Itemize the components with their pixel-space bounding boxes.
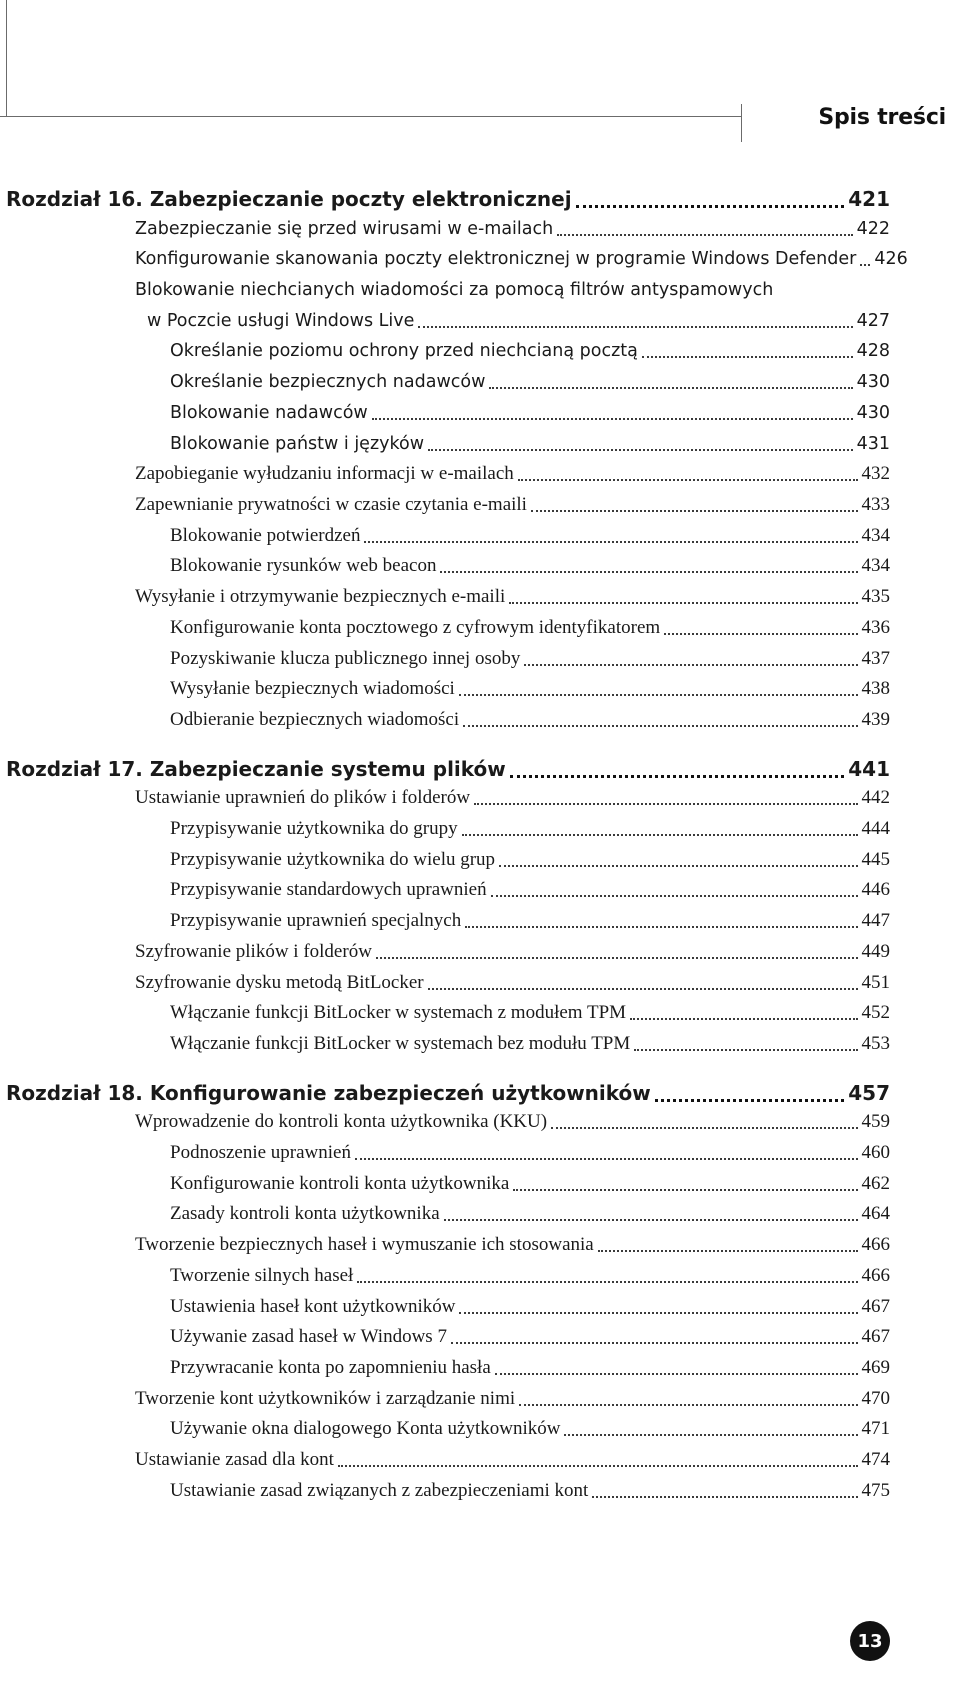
dot-leader <box>357 1281 857 1283</box>
dot-leader <box>499 865 857 867</box>
toc-entry-page: 471 <box>861 1418 890 1439</box>
dot-leader <box>513 1189 857 1191</box>
toc-entry-page: 431 <box>856 434 890 454</box>
toc-entry-page: 422 <box>856 219 890 239</box>
toc-entry <box>170 1001 890 1025</box>
dot-leader <box>495 1373 858 1375</box>
toc-entry-page: 437 <box>861 648 890 669</box>
dot-leader <box>655 1099 844 1102</box>
toc-entry-title: Przywracanie konta po zapomnieniu hasła <box>170 1357 491 1378</box>
toc-entry-title: Blokowanie rysunków web beacon <box>170 555 437 576</box>
toc-entry-title: Określanie bezpiecznych nadawców <box>170 372 486 392</box>
toc-entry-page: 421 <box>848 187 890 211</box>
toc-entry <box>170 909 890 933</box>
toc-entry-page: 460 <box>861 1142 890 1163</box>
toc-entry-page: 436 <box>861 617 890 638</box>
toc-entry-page: 445 <box>861 849 890 870</box>
dot-leader <box>531 510 858 512</box>
toc-entry <box>170 1202 890 1226</box>
dot-leader <box>576 205 845 208</box>
toc-entry-page: 435 <box>861 586 890 607</box>
dot-leader <box>444 1219 858 1221</box>
toc-entry-title: Włączanie funkcji BitLocker w systemach bez modułu TPM <box>170 1033 631 1054</box>
toc-entry <box>135 786 890 810</box>
dot-leader <box>372 418 853 420</box>
dot-leader <box>418 326 852 328</box>
toc-entry-title: Określanie poziomu ochrony przed niechcianą pocztą <box>170 341 638 361</box>
toc-entry-title: Wprowadzenie do kontroli konta użytkownika (KKU) <box>135 1111 548 1132</box>
toc-entry-page: 434 <box>861 555 890 576</box>
toc-entry <box>135 247 908 271</box>
toc-entry-title: Przypisywanie użytkownika do wielu grup <box>170 849 496 870</box>
toc-entry-page: 432 <box>861 463 890 484</box>
dot-leader <box>551 1127 857 1129</box>
toc-entry-title: Przypisywanie standardowych uprawnień <box>170 879 487 900</box>
running-title: Spis treści <box>818 105 946 130</box>
dot-leader <box>474 803 857 805</box>
toc-entry-page: 430 <box>856 372 890 392</box>
toc-entry-page: 442 <box>861 787 890 808</box>
toc-entry-title: Szyfrowanie plików i folderów <box>135 941 372 962</box>
toc-entry <box>170 1032 890 1056</box>
dot-leader <box>518 479 858 481</box>
toc-entry <box>135 971 890 995</box>
toc-entry <box>170 817 890 841</box>
dot-leader <box>428 988 858 990</box>
toc-entry-title: Ustawianie uprawnień do plików i folderów <box>135 787 471 808</box>
dot-leader <box>634 1049 857 1051</box>
toc-entry-title: Konfigurowanie kontroli konta użytkownika <box>170 1173 510 1194</box>
toc-chapter-entry <box>6 186 890 212</box>
toc-entry <box>170 616 890 640</box>
toc-entry-title: Wysyłanie i otrzymywanie bezpiecznych e-maili <box>135 586 506 607</box>
toc-entry <box>170 848 890 872</box>
dot-leader <box>463 725 857 727</box>
toc-entry <box>135 217 890 241</box>
toc-entry-title: Odbieranie bezpiecznych wiadomości <box>170 709 460 730</box>
toc-entry-page: 466 <box>861 1234 890 1255</box>
toc-entry-title: Pozyskiwanie klucza publicznego innej osoby <box>170 648 521 669</box>
toc-entry <box>135 1110 890 1134</box>
toc-entry <box>170 647 890 671</box>
toc-entry <box>170 339 890 363</box>
toc-entry-title: Blokowanie państw i języków <box>170 434 425 454</box>
toc-entry <box>170 878 890 902</box>
toc-entry-page: 451 <box>861 972 890 993</box>
toc-entry-title: Podnoszenie uprawnień <box>170 1142 351 1163</box>
toc-entry-title: Tworzenie bezpiecznych haseł i wymuszanie ich stosowania <box>135 1234 594 1255</box>
toc-entry-page: 441 <box>848 757 890 781</box>
toc-entry <box>135 1233 890 1257</box>
toc-chapter-entry <box>6 756 890 782</box>
toc-entry-title: Blokowanie nadawców <box>170 403 368 423</box>
toc-entry <box>170 1295 890 1319</box>
toc-entry <box>135 585 890 609</box>
toc-entry-page: 430 <box>856 403 890 423</box>
toc-entry-title: Wysyłanie bezpiecznych wiadomości <box>170 678 455 699</box>
toc-entry <box>170 401 890 425</box>
dot-leader <box>860 264 870 266</box>
toc-entry-title: Blokowanie potwierdzeń <box>170 525 361 546</box>
page-number: 13 <box>857 1630 883 1652</box>
toc-entry-title: Używanie zasad haseł w Windows 7 <box>170 1326 447 1347</box>
toc-entry <box>135 1448 890 1472</box>
dot-leader <box>557 234 852 236</box>
toc-entry-title: Blokowanie niechcianych wiadomości za pomocą filtrów antyspamowych <box>135 280 774 300</box>
toc-entry-page: 433 <box>861 494 890 515</box>
toc-entry-title: w Poczcie usługi Windows Live <box>147 311 415 331</box>
toc-entry-page: 453 <box>861 1033 890 1054</box>
toc-entry-page: 464 <box>861 1203 890 1224</box>
toc-entry-title: Ustawianie zasad dla kont <box>135 1449 334 1470</box>
dot-leader <box>491 895 858 897</box>
toc-entry-title: Zapewnianie prywatności w czasie czytania e-maili <box>135 494 527 515</box>
toc-entry-title: Szyfrowanie dysku metodą BitLocker <box>135 972 424 993</box>
toc-entry-title: Tworzenie kont użytkowników i zarządzanie nimi <box>135 1388 516 1409</box>
toc-entry-page: 427 <box>856 311 890 331</box>
toc-entry-title: Ustawianie zasad związanych z zabezpieczeniami kont <box>170 1480 589 1501</box>
toc-entry-title: Włączanie funkcji BitLocker w systemach z modułem TPM <box>170 1002 627 1023</box>
toc-entry-page: 466 <box>861 1265 890 1286</box>
toc-entry-page: 467 <box>861 1326 890 1347</box>
toc-entry <box>170 1264 890 1288</box>
dot-leader <box>564 1434 857 1436</box>
toc-entry-page: 470 <box>861 1388 890 1409</box>
toc-entry-page: 428 <box>856 341 890 361</box>
toc-entry-page: 426 <box>874 249 908 269</box>
toc-entry-page: 475 <box>861 1480 890 1501</box>
dot-leader <box>592 1496 857 1498</box>
dot-leader <box>364 541 857 543</box>
toc-entry <box>170 432 890 456</box>
dot-leader <box>459 1312 857 1314</box>
dot-leader <box>440 571 857 573</box>
toc-entry-title: Przypisywanie użytkownika do grupy <box>170 818 458 839</box>
toc-entry-page: 462 <box>861 1173 890 1194</box>
toc-entry <box>170 524 890 548</box>
toc-entry <box>147 309 890 333</box>
dot-leader <box>489 387 852 389</box>
toc-entry <box>135 462 890 486</box>
toc-entry <box>135 1387 890 1411</box>
toc-entry-page: 439 <box>861 709 890 730</box>
toc-entry-page: 449 <box>861 941 890 962</box>
toc-entry <box>135 940 890 964</box>
toc-entry-page: 474 <box>861 1449 890 1470</box>
dot-leader <box>428 449 853 451</box>
toc-entry-title: Rozdział 17. Zabezpieczanie systemu plików <box>6 757 506 781</box>
toc-entry <box>170 708 890 732</box>
toc-entry <box>170 1479 890 1503</box>
toc-entry-title: Rozdział 18. Konfigurowanie zabezpieczeń użytkowników <box>6 1081 651 1105</box>
toc-entry <box>135 493 890 517</box>
toc-entry <box>170 677 890 701</box>
toc-entry-page: 447 <box>861 910 890 931</box>
toc-entry-page: 434 <box>861 525 890 546</box>
toc-entry-page: 452 <box>861 1002 890 1023</box>
dot-leader <box>376 957 858 959</box>
toc-entry-title: Zasady kontroli konta użytkownika <box>170 1203 440 1224</box>
dot-leader <box>598 1250 858 1252</box>
dot-leader <box>509 602 857 604</box>
dot-leader <box>519 1404 857 1406</box>
toc-entry <box>170 1417 890 1441</box>
toc-entry-title: Tworzenie silnych haseł <box>170 1265 354 1286</box>
toc-entry <box>170 1325 890 1349</box>
dot-leader <box>642 356 853 358</box>
dot-leader <box>630 1018 857 1020</box>
toc-entry-page: 438 <box>861 678 890 699</box>
toc-entry-page: 457 <box>848 1081 890 1105</box>
dot-leader <box>462 834 858 836</box>
dot-leader <box>465 926 857 928</box>
toc-entry-title: Zabezpieczanie się przed wirusami w e-mailach <box>135 219 554 239</box>
page-number-badge <box>850 1621 890 1661</box>
toc-entry <box>170 1141 890 1165</box>
dot-leader <box>451 1342 858 1344</box>
dot-leader <box>355 1158 858 1160</box>
toc-entry-title: Konfigurowanie skanowania poczty elektronicznej w programie Windows Defender <box>135 249 857 269</box>
toc-entry <box>170 554 890 578</box>
dot-leader <box>664 633 857 635</box>
toc-entry-page: 467 <box>861 1296 890 1317</box>
dot-leader <box>524 664 857 666</box>
toc-chapter-entry <box>6 1080 890 1106</box>
toc-entry-page: 444 <box>861 818 890 839</box>
toc-entry-title: Przypisywanie uprawnień specjalnych <box>170 910 462 931</box>
toc-entry-page: 469 <box>861 1357 890 1378</box>
dot-leader <box>510 775 844 778</box>
toc-entry <box>170 1356 890 1380</box>
toc-entry-title: Rozdział 16. Zabezpieczanie poczty elektronicznej <box>6 187 572 211</box>
toc-entry-title: Używanie okna dialogowego Konta użytkowników <box>170 1418 561 1439</box>
toc-entry-title: Ustawienia haseł kont użytkowników <box>170 1296 456 1317</box>
toc-entry <box>170 370 890 394</box>
dot-leader <box>338 1465 858 1467</box>
toc-entry <box>135 278 773 302</box>
dot-leader <box>459 694 858 696</box>
toc-entry-page: 446 <box>861 879 890 900</box>
toc-entry-page: 459 <box>861 1111 890 1132</box>
toc-entry-title: Zapobieganie wyłudzaniu informacji w e-mailach <box>135 463 514 484</box>
toc-entry-title: Konfigurowanie konta pocztowego z cyfrowym identyfikatorem <box>170 617 661 638</box>
toc-entry <box>170 1172 890 1196</box>
